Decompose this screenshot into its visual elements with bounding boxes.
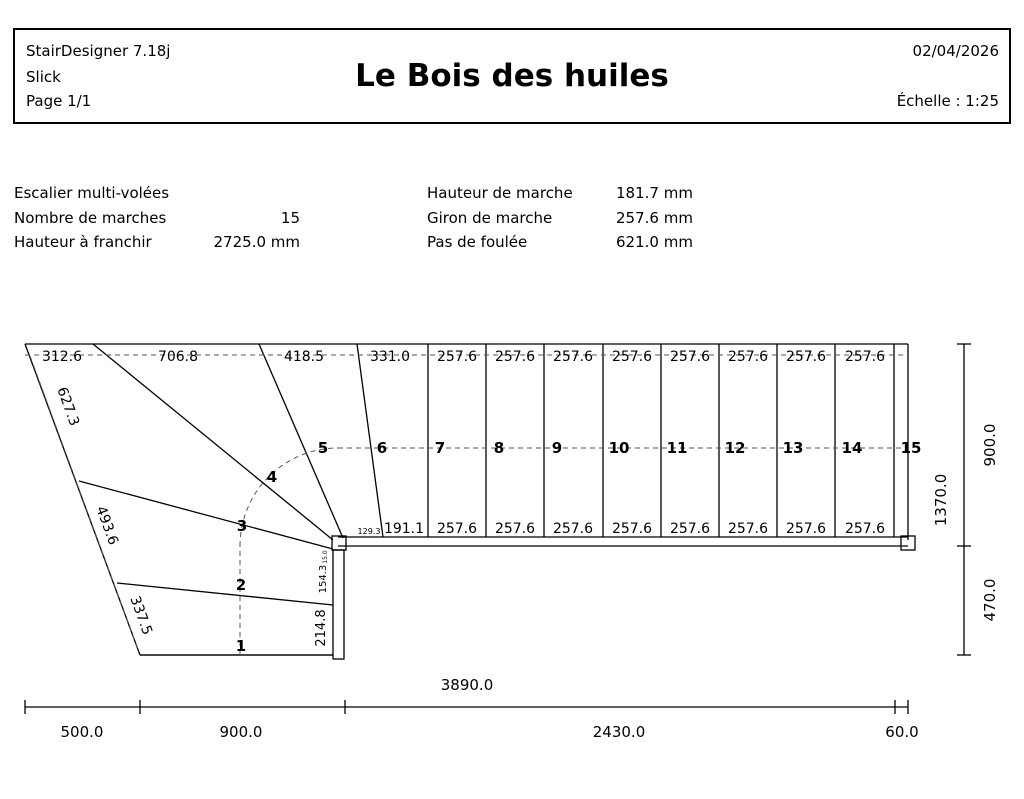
top-label-3: 418.5 (283, 349, 325, 365)
right-dimension-line (957, 344, 971, 655)
top-label-9: 257.6 (669, 349, 711, 365)
dim-seg-1: 500.0 (60, 723, 104, 741)
bottom-label-9: 257.6 (844, 521, 886, 537)
step-number-8: 8 (493, 439, 505, 457)
stride-value: 621.0 mm (616, 233, 693, 251)
plan-lines (25, 344, 915, 659)
style-name: Slick (26, 68, 61, 86)
bottom-label-5: 257.6 (611, 521, 653, 537)
app-name: StairDesigner 7.18j (26, 42, 171, 60)
right-dimension-values (932, 424, 999, 622)
step-number-6: 6 (376, 439, 388, 457)
bottom-label-4: 257.6 (552, 521, 594, 537)
step-number-1: 1 (235, 637, 247, 655)
bottom-label-6: 257.6 (669, 521, 711, 537)
height-value: 2725.0 mm (213, 233, 300, 251)
steps-value: 15 (280, 209, 300, 227)
bottom-label-7: 257.6 (727, 521, 769, 537)
step-number-10: 10 (608, 439, 630, 457)
bottom-dimension-line (25, 700, 908, 714)
newel-label-1: 214.8 (314, 609, 329, 647)
top-label-4: 331.0 (369, 349, 411, 365)
drawing-title: Le Bois des huiles (355, 58, 669, 94)
top-label-6: 257.6 (494, 349, 536, 365)
left-label-3: 337.5 (126, 594, 156, 638)
newel-dimension-labels (314, 550, 329, 646)
step-number-14: 14 (841, 439, 863, 457)
step-number-7: 7 (434, 439, 446, 457)
riser-4 (93, 344, 333, 540)
bottom-dimension-labels (358, 521, 886, 537)
top-label-1: 312.6 (41, 349, 83, 365)
newel-label-3: 15.0 (322, 550, 329, 564)
riser-5 (259, 344, 343, 538)
newel-post-left (332, 536, 346, 550)
dim-seg-2: 900.0 (219, 723, 263, 741)
dim-seg-3: 2430.0 (592, 723, 646, 741)
dim-right-total: 1370.0 (932, 473, 950, 527)
top-label-8: 257.6 (611, 349, 653, 365)
step-number-11: 11 (666, 439, 688, 457)
riser-value: 181.7 mm (616, 184, 693, 202)
left-dimension-labels (53, 385, 155, 637)
step-numbers (236, 439, 922, 655)
newel-label-2: 154.3 (318, 564, 329, 594)
page-number: Page 1/1 (26, 92, 92, 110)
tread-value: 257.6 mm (616, 209, 693, 227)
dim-total-width: 3890.0 (440, 676, 494, 694)
stride-label: Pas de foulée (427, 233, 528, 251)
steps-label: Nombre de marches (14, 209, 167, 227)
top-label-12: 257.6 (844, 349, 886, 365)
bottom-small-label: 129.3 (357, 527, 381, 536)
top-label-11: 257.6 (785, 349, 827, 365)
bottom-dimension-values (61, 676, 919, 741)
step-number-12: 12 (724, 439, 746, 457)
step-number-3: 3 (236, 517, 248, 535)
step-number-5: 5 (317, 439, 329, 457)
top-label-10: 257.6 (727, 349, 769, 365)
top-label-2: 706.8 (157, 349, 199, 365)
step-number-2: 2 (235, 576, 247, 594)
bottom-label-1: 191.1 (383, 521, 425, 537)
bottom-label-3: 257.6 (494, 521, 536, 537)
top-label-5: 257.6 (436, 349, 478, 365)
dim-right-lower: 470.0 (981, 578, 999, 622)
dim-seg-4: 60.0 (885, 723, 919, 741)
print-date: 02/04/2026 (912, 42, 999, 60)
step-number-9: 9 (551, 439, 563, 457)
top-label-7: 257.6 (552, 349, 594, 365)
bottom-label-8: 257.6 (785, 521, 827, 537)
newel-stringer (333, 550, 344, 659)
step-number-4: 4 (266, 468, 278, 486)
height-label: Hauteur à franchir (14, 233, 152, 251)
step-number-15: 15 (900, 439, 922, 457)
left-label-2: 493.6 (92, 504, 122, 548)
step-number-13: 13 (782, 439, 804, 457)
left-label-1: 627.3 (53, 385, 83, 429)
tread-label: Giron de marche (427, 209, 553, 227)
walking-line (25, 355, 908, 655)
riser-2 (117, 583, 333, 605)
scale-label: Échelle : 1:25 (896, 92, 999, 110)
dim-right-upper: 900.0 (981, 423, 999, 467)
bottom-label-2: 257.6 (436, 521, 478, 537)
top-dimension-labels (42, 349, 885, 365)
riser-label: Hauteur de marche (427, 184, 573, 202)
stair-type: Escalier multi-volées (14, 184, 170, 202)
